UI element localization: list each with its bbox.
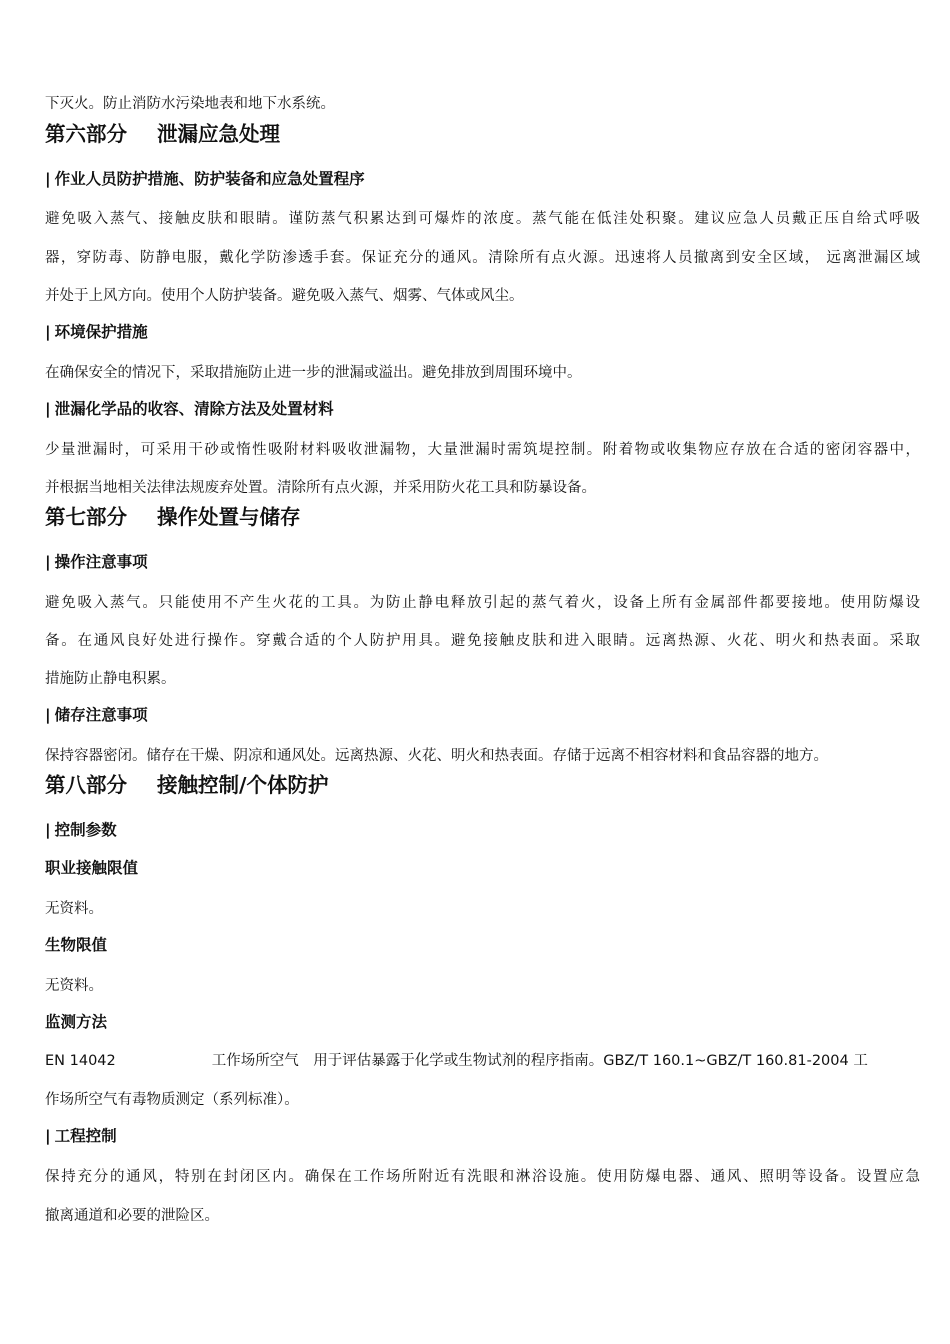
section-8-name: 接触控制/个体防护 [157,773,329,797]
monitoring-text: 工作场所空气 用于评估暴露于化学或生物试剂的程序指南。GBZ/T 160.1~GBZ/T 160.81-2004 工 [211,1053,868,1069]
paragraph-line: 并根据当地相关法律法规废弃处置。清除所有点火源，并采用防火花工具和防暴设备。 [45,480,596,496]
sub-heading-text: 操作注意事项 [54,553,148,571]
section-7-sub2-heading [45,704,148,726]
section-6-sub1-heading [45,168,365,190]
section-7-sub1-heading [45,551,148,573]
sub-heading-text: 作业人员防护措施、防护装备和应急处置程序 [54,170,365,188]
section-6-heading [45,120,280,148]
oel-value: 无资料。 [45,901,103,917]
bio-limit-heading: 生物限值 [45,936,108,954]
control-params-heading [45,819,117,841]
sub-marker: | [45,1127,51,1145]
section-7-name: 操作处置与储存 [157,505,301,529]
paragraph-line: 在确保安全的情况下，采取措施防止进一步的泄漏或溢出。避免排放到周围环境中。 [45,365,582,381]
bio-limit-value: 无资料。 [45,978,103,994]
paragraph-line: 保持容器密闭。储存在干燥、阴凉和通风处。远离热源、火花、明火和热表面。存储于远离不相容材料和食品容器的地方。 [45,748,828,764]
sub-heading-text: 工程控制 [54,1127,117,1145]
sub-marker: | [45,821,51,839]
section-6-sub3-heading [45,398,334,420]
section-7-heading [45,503,301,531]
monitoring-line [45,1051,920,1071]
engineering-control-heading [45,1125,117,1147]
monitoring-line-2: 作场所空气有毒物质测定（系列标准）。 [45,1092,299,1108]
paragraph-line: 避免吸入蒸气、接触皮肤和眼睛。谨防蒸气积累达到可爆炸的浓度。蒸气能在低洼处积聚。建议应急人员戴正压自给式呼吸 [45,211,920,227]
section-6-name: 泄漏应急处理 [157,122,280,146]
section-8-number: 第八部分 [45,773,127,797]
paragraph-line: 保持充分的通风，特别在封闭区内。确保在工作场所附近有洗眼和淋浴设施。使用防爆电器、通风、照明等设备。设置应急 [45,1169,920,1185]
paragraph-line: 避免吸入蒸气。只能使用不产生火花的工具。为防止静电释放引起的蒸气着火，设备上所有金属部件都要接地。使用防爆设 [45,595,920,611]
paragraph-line: 备。在通风良好处进行操作。穿戴合适的个人防护用具。避免接触皮肤和进入眼睛。远离热源、火花、明火和热表面。采取 [45,633,920,649]
sub-heading-text: 环境保护措施 [54,323,148,341]
monitoring-code: EN 14042 [45,1053,116,1069]
paragraph-line: 少量泄漏时，可采用干砂或惰性吸附材料吸收泄漏物，大量泄漏时需筑堤控制。附着物或收集物应存放在合适的密闭容器中， [45,442,920,458]
sub-marker: | [45,170,51,188]
section-6-number: 第六部分 [45,122,127,146]
sub-heading-text: 控制参数 [54,821,117,839]
monitoring-heading: 监测方法 [45,1013,108,1031]
section-8-heading [45,771,329,799]
paragraph-line: 器，穿防毒、防静电服，戴化学防渗透手套。保证充分的通风。清除所有点火源。迅速将人员撤离到安全区域， 远离泄漏区域 [45,250,920,266]
section-7-number: 第七部分 [45,505,127,529]
sub-marker: | [45,553,51,571]
paragraph-line: 并处于上风方向。使用个人防护装备。避免吸入蒸气、烟雾、气体或风尘。 [45,288,524,304]
sub-marker: | [45,323,51,341]
paragraph-line: 撤离通道和必要的泄险区。 [45,1208,219,1224]
sub-heading-text: 储存注意事项 [54,706,148,724]
paragraph-line: 措施防止静电积累。 [45,671,176,687]
sub-marker: | [45,400,51,418]
sub-heading-text: 泄漏化学品的收容、清除方法及处置材料 [54,400,334,418]
sub-marker: | [45,706,51,724]
oel-heading: 职业接触限值 [45,859,139,877]
intro-text: 下灭火。防止消防水污染地表和地下水系统。 [45,96,335,112]
section-6-sub2-heading [45,321,148,343]
